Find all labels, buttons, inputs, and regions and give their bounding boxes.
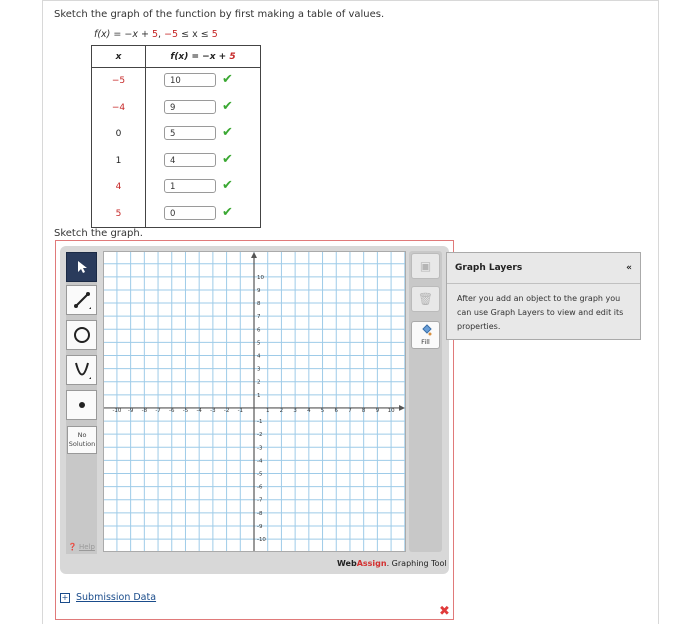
correct-check-icon: ✔ — [222, 98, 233, 114]
x-tick-label: 6 — [334, 407, 338, 414]
pointer-tool-button[interactable] — [66, 252, 97, 282]
fill-button[interactable]: Fill — [411, 321, 440, 349]
x-tick-label: 9 — [375, 407, 380, 414]
fx-answer-input[interactable]: 5 — [164, 126, 216, 140]
delete-layer-button[interactable] — [411, 253, 440, 279]
y-tick-label: -3 — [256, 445, 263, 452]
x-value-cell: 5 — [92, 201, 146, 228]
graph-layers-help: After you add an object to the graph you can use Graph Layers to view and edit its properties. — [457, 294, 624, 331]
x-value-cell: 0 — [92, 121, 146, 148]
x-tick-label: -4 — [196, 407, 202, 414]
fx-answer-input[interactable]: 9 — [164, 100, 216, 114]
fx-answer-input[interactable]: 4 — [164, 153, 216, 167]
y-tick-label: -5 — [256, 471, 263, 478]
y-tick-label: -4 — [256, 458, 263, 465]
correct-check-icon: ✔ — [222, 204, 233, 220]
circle-tool-button[interactable] — [66, 320, 97, 350]
correct-check-icon: ✔ — [222, 178, 233, 193]
correct-check-icon: ✔ — [222, 151, 233, 167]
x-tick-label: -8 — [141, 407, 148, 414]
y-tick-label: 4 — [256, 353, 261, 360]
y-tick-label: -9 — [256, 523, 263, 530]
x-tick-label: 5 — [320, 407, 325, 414]
x-tick-label: -1 — [237, 407, 244, 414]
trash-icon: 🗑 — [417, 292, 434, 306]
function-definition: f(x) = −x + 5, −5 ≤ x ≤ 5 — [94, 29, 218, 40]
disabled-tool-icon: ▣ — [419, 259, 432, 273]
fx-column-header: f(x) = −x + 5 — [146, 46, 261, 68]
coordinate-grid[interactable] — [103, 251, 406, 552]
x-column-header: x — [92, 46, 146, 68]
table-row — [92, 121, 261, 148]
incorrect-x-icon: ✖ — [439, 604, 450, 619]
y-tick-label: -8 — [256, 510, 263, 517]
correct-check-icon: ✔ — [222, 72, 233, 87]
graph-layers-panel — [446, 252, 641, 340]
parabola-icon — [72, 360, 92, 380]
submission-data-link[interactable]: + Submission Data — [61, 592, 157, 603]
help-icon: ❓ — [68, 543, 77, 551]
y-tick-label: 6 — [256, 327, 261, 334]
collapse-icon[interactable]: « — [626, 263, 632, 273]
x-tick-label: -10 — [112, 407, 122, 414]
y-tick-label: 1 — [256, 392, 261, 399]
y-tick-label: 3 — [256, 366, 261, 373]
no-solution-button[interactable]: No Solution — [67, 426, 97, 454]
trash-button[interactable] — [411, 286, 440, 312]
y-tick-label: -6 — [256, 484, 263, 491]
x-tick-label: 2 — [279, 407, 284, 414]
correct-check-icon: ✔ — [222, 125, 233, 140]
x-tick-label: -2 — [223, 407, 230, 414]
circle-icon — [72, 325, 92, 345]
y-tick-label: -7 — [256, 497, 263, 504]
table-row — [92, 95, 261, 122]
x-tick-label: 8 — [361, 407, 366, 414]
y-tick-label: 10 — [256, 274, 264, 281]
y-tick-label: 5 — [256, 340, 261, 347]
webassign-logo: WebAssign. Graphing Tool — [337, 559, 447, 568]
help-link[interactable]: ❓ Help — [68, 543, 95, 551]
x-value-cell: −4 — [92, 95, 146, 122]
fx-answer-input[interactable]: 0 — [164, 206, 216, 220]
x-value-cell: 1 — [92, 148, 146, 175]
table-row — [92, 68, 261, 95]
expand-icon: + — [61, 592, 69, 602]
fx-answer-input[interactable]: 10 — [164, 73, 216, 87]
question-prompt: Sketch the graph of the function by first making a table of values. — [54, 9, 385, 20]
fx-answer-input[interactable]: 1 — [164, 179, 216, 193]
line-segment-icon — [72, 290, 92, 310]
x-tick-label: 1 — [265, 407, 270, 414]
line-tool-button[interactable] — [66, 285, 97, 315]
x-tick-label: -5 — [182, 407, 189, 414]
table-row — [92, 201, 261, 228]
y-tick-label: 7 — [256, 314, 261, 321]
point-tool-button[interactable] — [66, 390, 97, 420]
y-tick-label: 2 — [256, 379, 261, 386]
x-tick-label: -9 — [127, 407, 134, 414]
table-of-values — [91, 45, 261, 228]
x-tick-label: 3 — [293, 407, 297, 414]
table-row — [92, 174, 261, 201]
x-tick-label: 7 — [348, 407, 352, 414]
graph-layers-title: Graph Layers — [455, 263, 523, 273]
sketch-instruction: Sketch the graph. — [54, 228, 143, 239]
x-tick-label: 10 — [387, 407, 395, 414]
x-tick-label: -3 — [210, 407, 216, 414]
x-tick-label: 4 — [307, 407, 311, 414]
x-value-cell: 4 — [92, 174, 146, 201]
pointer-icon — [76, 260, 88, 274]
paint-bucket-icon — [420, 324, 432, 336]
y-tick-label: 8 — [256, 301, 261, 308]
point-icon — [77, 400, 87, 410]
x-tick-label: -7 — [155, 407, 161, 414]
y-tick-label: -2 — [256, 432, 263, 439]
y-tick-label: -10 — [256, 537, 266, 544]
x-value-cell: −5 — [92, 68, 146, 95]
parabola-tool-button[interactable] — [66, 355, 97, 385]
y-tick-label: 9 — [256, 287, 261, 294]
y-tick-label: -1 — [256, 419, 263, 426]
x-tick-label: -6 — [169, 407, 175, 414]
table-row — [92, 148, 261, 175]
